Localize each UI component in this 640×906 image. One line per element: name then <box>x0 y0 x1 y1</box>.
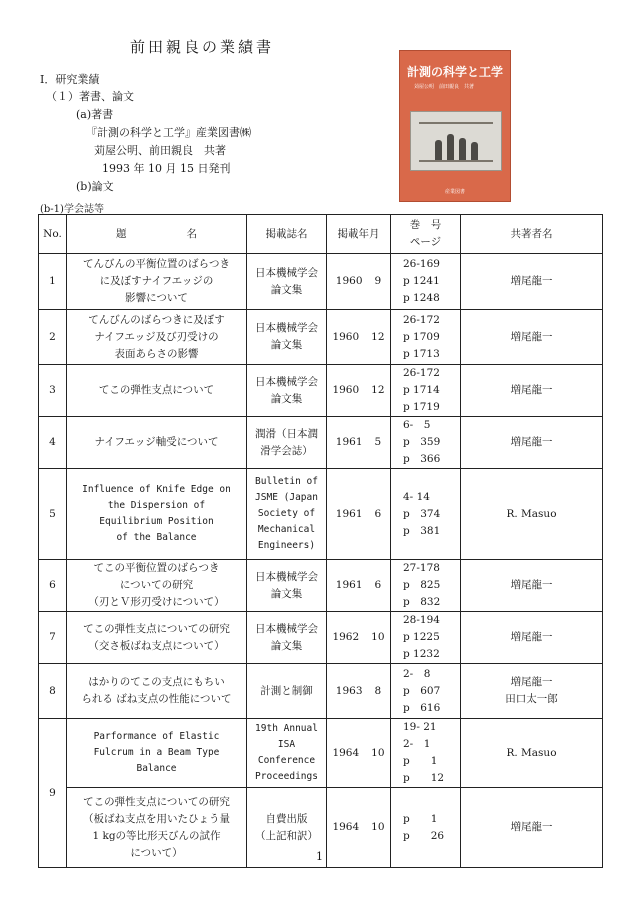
cell-coauthor <box>461 560 603 612</box>
journal-line: Bulletin of <box>255 476 318 487</box>
cell-no: 5 <box>39 469 67 560</box>
page-number: 1 <box>316 850 323 863</box>
cell-title <box>67 560 247 612</box>
cell-volume <box>391 417 461 469</box>
date-month: 8 <box>374 684 382 697</box>
journal-line: 自費出版 <box>265 812 308 825</box>
table-row <box>39 719 603 788</box>
title-line: （刃とＶ形刃受けについて） <box>88 596 225 608</box>
volume-line: 27-178 <box>403 562 440 574</box>
title-line: てこの弾性支点についての研究 <box>83 622 230 635</box>
journal-line: 日本機械学会 <box>255 570 318 583</box>
title-line: 1 kgの等比形天びんの試作 <box>92 829 221 842</box>
date-month: 6 <box>374 507 382 520</box>
title-line: について） <box>130 846 183 859</box>
volume-line: p 1225 <box>403 631 440 643</box>
cell-date <box>327 469 391 560</box>
title-line: （板ばね支点を用いたひょう量 <box>83 812 230 825</box>
cell-date <box>327 254 391 310</box>
date-year: 1961 <box>335 507 363 520</box>
title-line: （交さ板ばね支点について） <box>88 639 225 652</box>
cell-volume <box>391 664 461 719</box>
cell-journal <box>247 254 327 310</box>
table-row <box>39 365 603 417</box>
title-line: はかりのてこの支点にもちい <box>88 676 225 688</box>
cell-no: 7 <box>39 612 67 664</box>
cell-journal <box>247 664 327 719</box>
volume-line: 2- 8 <box>403 667 431 680</box>
journal-line: Conference <box>257 755 316 766</box>
title-line: についての研究 <box>119 579 194 591</box>
volume-line: p 26 <box>403 829 445 842</box>
volume-line: p 1248 <box>403 292 440 304</box>
title-line: に及ぼすナイフエッジの <box>99 275 214 287</box>
coauthor-line: 増尾龍一 <box>510 821 553 833</box>
volume-line: p 832 <box>403 596 441 608</box>
date-month: 10 <box>371 821 385 833</box>
date-month: 12 <box>371 330 385 343</box>
volume-line: p 1709 <box>403 330 440 343</box>
title-line: てこの弾性支点について <box>98 384 215 396</box>
coauthor-line: 増尾龍一 <box>510 436 553 448</box>
date-year: 1962 <box>332 631 360 643</box>
header-date: 掲載年月 <box>327 215 391 254</box>
journal-line: 潤滑（日本潤 <box>255 427 318 440</box>
section-subheading: （１）著書、論文 <box>46 90 134 103</box>
coauthor-line: 増尾龍一 <box>510 275 553 287</box>
cell-title <box>67 469 247 560</box>
cell-date <box>327 365 391 417</box>
volume-line: p 1719 <box>403 401 440 413</box>
coauthor-line: 増尾龍一 <box>510 330 553 343</box>
cell-no: 8 <box>39 664 67 719</box>
coauthor-line: R. Masuo <box>506 507 557 520</box>
volume-line: 28-194 <box>403 614 440 626</box>
header-title-a: 題 <box>116 227 127 240</box>
cell-date <box>327 788 391 868</box>
cell-coauthor <box>461 719 603 788</box>
journal-line: ISA <box>277 739 296 750</box>
cell-date <box>327 560 391 612</box>
journal-line: 論文集 <box>270 639 303 652</box>
book-date-line: 1993 年 10 月 15 日発刊 <box>102 162 231 175</box>
volume-line: 26-169 <box>403 258 440 270</box>
date-year: 1964 <box>332 746 360 759</box>
header-title <box>67 215 247 254</box>
header-vol-b: ページ <box>409 236 442 248</box>
date-month: 12 <box>371 384 385 396</box>
journal-line: 計測と制御 <box>260 684 313 697</box>
date-year: 1960 <box>332 384 360 396</box>
cell-volume <box>391 365 461 417</box>
coauthor-line: 増尾龍一 <box>510 631 553 643</box>
volume-line: p 1713 <box>403 347 440 360</box>
title-line: てんびんの平衡位置のばらつき <box>83 258 230 270</box>
cell-title <box>67 417 247 469</box>
cell-volume <box>391 612 461 664</box>
papers-label: (b)論文 <box>76 180 114 193</box>
table-row <box>39 612 603 664</box>
cell-title <box>67 719 247 788</box>
cell-title <box>67 365 247 417</box>
cell-date <box>327 417 391 469</box>
volume-line: p 1 <box>403 812 438 825</box>
title-line: Influence of Knife Edge on <box>82 484 231 495</box>
volume-line: p 359 <box>403 436 441 448</box>
cell-no: 1 <box>39 254 67 310</box>
cell-title <box>67 254 247 310</box>
volume-line: p 374 <box>403 507 441 520</box>
cell-no: 4 <box>39 417 67 469</box>
title-line: of the Balance <box>116 532 197 543</box>
date-year: 1963 <box>335 684 363 697</box>
cell-journal <box>247 417 327 469</box>
coauthor-line: 増尾龍一 <box>510 676 553 688</box>
table-row <box>39 417 603 469</box>
volume-line: p 1 <box>403 755 438 767</box>
journal-line: 論文集 <box>270 339 303 351</box>
book-cover-title: 計測の科学と工学 <box>406 65 503 79</box>
table-header-row <box>39 215 603 254</box>
volume-line: 19- 21 <box>403 721 437 733</box>
cell-coauthor <box>461 612 603 664</box>
page-title: 前田親良の業績書 <box>130 38 275 56</box>
volume-line: 2- 1 <box>403 738 431 750</box>
journal-line: （上記和訳） <box>255 829 318 842</box>
table-row <box>39 310 603 365</box>
volume-line: p 825 <box>403 579 441 591</box>
cell-title <box>67 612 247 664</box>
cell-no: 2 <box>39 310 67 365</box>
title-line: Parformance of Elastic <box>93 731 220 742</box>
title-line: 表面あらさの影響 <box>114 347 199 360</box>
cell-volume <box>391 788 461 868</box>
journal-line: 論文集 <box>270 587 303 600</box>
volume-line: p 12 <box>403 772 445 784</box>
date-month: 10 <box>371 746 385 759</box>
journal-line: 論文集 <box>270 283 303 296</box>
cell-date <box>327 612 391 664</box>
coauthor-line: 増尾龍一 <box>510 384 553 396</box>
cell-date <box>327 310 391 365</box>
cell-journal <box>247 719 327 788</box>
cell-no: 6 <box>39 560 67 612</box>
cell-title <box>67 310 247 365</box>
cell-coauthor <box>461 417 603 469</box>
date-year: 1960 <box>335 275 363 287</box>
section-heading: Ⅰ．研究業績 <box>40 73 100 86</box>
publications-table <box>38 214 603 868</box>
date-year: 1961 <box>335 579 363 591</box>
journal-line: 日本機械学会 <box>255 622 318 635</box>
title-line: ナイフエッジ軸受について <box>94 436 219 448</box>
cell-no: 9 <box>39 719 67 868</box>
cell-journal <box>247 365 327 417</box>
journal-line: Proceedings <box>255 771 318 782</box>
cell-volume <box>391 310 461 365</box>
book-cover-authors: 苅屋公明 前田親良 共著 <box>414 84 475 90</box>
books-label: (a)著書 <box>76 108 114 121</box>
title-line: てこの弾性支点についての研究 <box>83 795 230 808</box>
title-line: てこの平衡位置のばらつき <box>93 562 220 574</box>
volume-line: p 366 <box>403 453 441 465</box>
table-row <box>39 469 603 560</box>
book-cover-publisher: 産業図書 <box>444 189 465 195</box>
volume-line: 26-172 <box>403 313 440 326</box>
title-line: てんびんのばらつきに及ぼす <box>88 313 225 326</box>
volume-line: 26-172 <box>403 367 440 379</box>
title-line: Balance <box>136 763 177 774</box>
journal-line: Society of <box>257 508 316 519</box>
book-title-line: 『計測の科学と工学』産業図書㈱ <box>86 126 251 139</box>
journal-line: 日本機械学会 <box>255 375 318 388</box>
cell-coauthor <box>461 788 603 868</box>
date-month: 5 <box>374 436 382 448</box>
cell-volume <box>391 254 461 310</box>
title-line: 影響について <box>125 292 188 304</box>
book-authors-line: 苅屋公明、前田親良 共著 <box>94 144 226 157</box>
cell-volume <box>391 560 461 612</box>
volume-line: p 1241 <box>403 275 440 287</box>
journal-line: 日本機械学会 <box>255 322 318 334</box>
volume-line: p 607 <box>403 684 441 697</box>
journal-section-label: (b-1)学会誌等 <box>40 204 104 215</box>
volume-line: 6- 5 <box>403 419 431 431</box>
date-month: 10 <box>371 631 385 643</box>
cell-no: 3 <box>39 365 67 417</box>
cell-journal <box>247 469 327 560</box>
cell-coauthor <box>461 254 603 310</box>
cell-date <box>327 664 391 719</box>
coauthor-line: 田口太一郎 <box>505 693 558 705</box>
coauthor-line: R. Masuo <box>506 746 557 759</box>
cell-coauthor <box>461 469 603 560</box>
header-title-b: 名 <box>186 227 197 240</box>
title-line: Equilibrium Position <box>99 516 214 527</box>
volume-line: p 1714 <box>403 384 440 396</box>
header-no: No. <box>39 215 67 254</box>
journal-line: Mechanical <box>257 524 316 535</box>
cell-coauthor <box>461 365 603 417</box>
cell-journal <box>247 788 327 868</box>
header-vol <box>391 215 461 254</box>
volume-line: 4- 14 <box>403 490 430 503</box>
volume-line: p 1232 <box>403 648 440 660</box>
table-row <box>39 254 603 310</box>
table-row <box>39 560 603 612</box>
cell-journal <box>247 612 327 664</box>
header-vol-a: 巻 号 <box>409 219 442 231</box>
journal-line: 滑学会誌） <box>260 444 313 457</box>
cell-coauthor <box>461 664 603 719</box>
cell-journal <box>247 310 327 365</box>
volume-line: p 381 <box>403 524 441 537</box>
title-line: られる ばね支点の性能について <box>81 693 232 705</box>
date-year: 1960 <box>332 330 360 343</box>
volume-line: p 616 <box>403 701 441 714</box>
cell-date <box>327 719 391 788</box>
date-year: 1964 <box>332 821 360 833</box>
date-month: 9 <box>374 275 382 287</box>
journal-line: Engineers) <box>257 540 316 551</box>
table-row <box>39 664 603 719</box>
journal-line: 日本機械学会 <box>255 266 318 279</box>
journal-line: 論文集 <box>270 392 303 405</box>
cell-journal <box>247 560 327 612</box>
cell-title <box>67 788 247 868</box>
title-line: Fulcrum in a Beam Type <box>93 747 220 758</box>
journal-line: 19th Annual <box>255 723 318 734</box>
header-journal: 掲載誌名 <box>247 215 327 254</box>
cell-coauthor <box>461 310 603 365</box>
date-year: 1961 <box>335 436 363 448</box>
coauthor-line: 増尾龍一 <box>510 579 553 591</box>
header-coauthor: 共著者名 <box>461 215 603 254</box>
journal-line: JSME (Japan <box>255 492 318 503</box>
cell-volume <box>391 469 461 560</box>
date-month: 6 <box>374 579 382 591</box>
book-cover-photo <box>410 111 502 171</box>
title-line: ナイフエッジ及び刃受けの <box>94 330 219 343</box>
cell-volume <box>391 719 461 788</box>
title-line: the Dispersion of <box>107 500 206 511</box>
book-cover-image <box>399 50 511 202</box>
cell-title <box>67 664 247 719</box>
